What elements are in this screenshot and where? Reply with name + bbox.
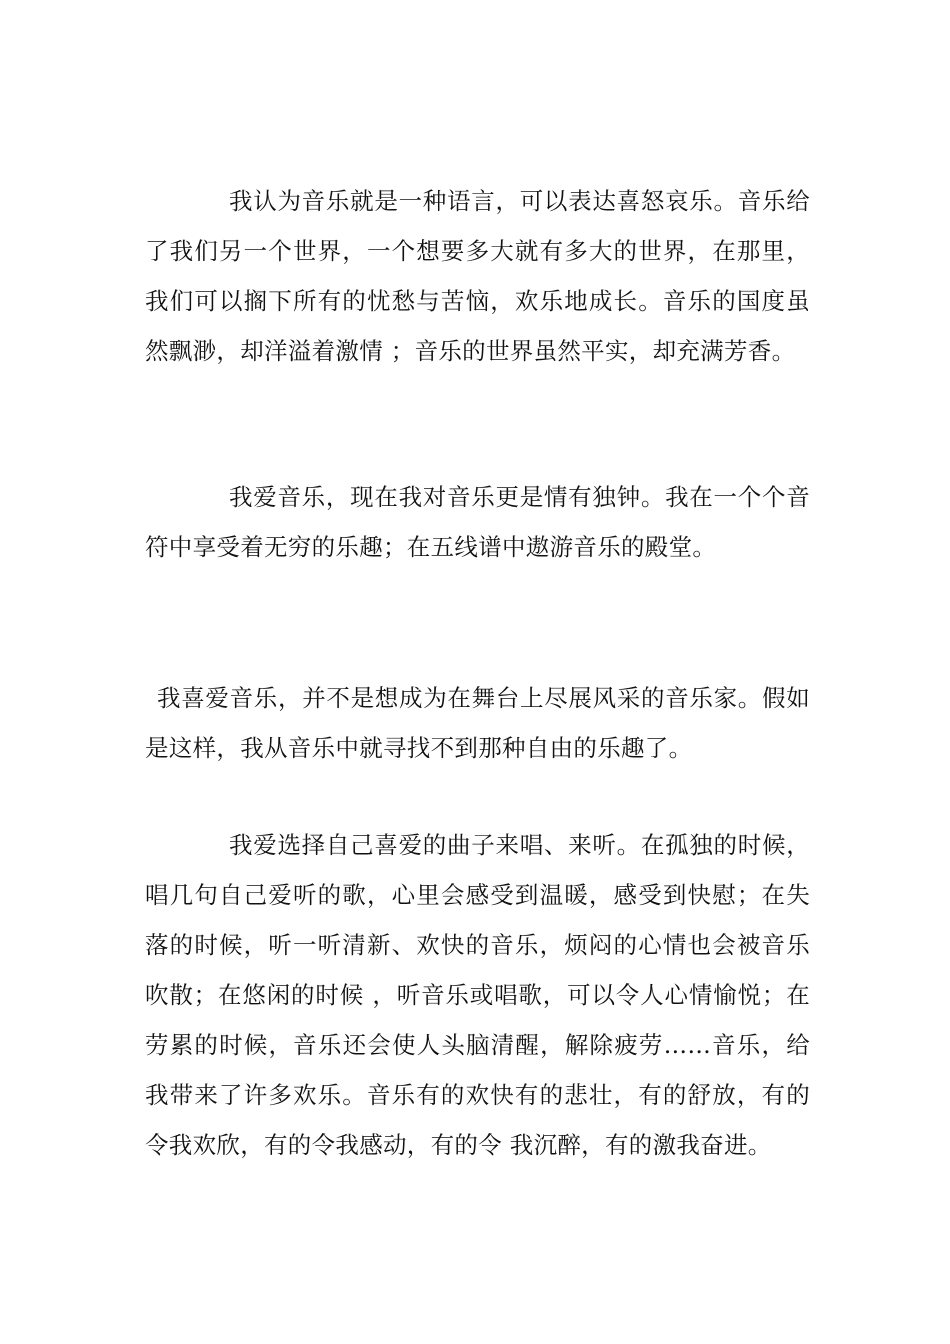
- paragraph-2: 我爱音乐，现在我对音乐更是情有独钟。我在一个个音符中享受着无穷的乐趣；在五线谱中遨游音乐的殿堂。: [145, 483, 810, 561]
- paragraph-4: 我爱选择自己喜爱的曲子来唱、来听。在孤独的时候，唱几句自己爱听的歌，心里会感受到温暖，感受到快慰；在失落的时候，听一听清新、欢快的音乐，烦闷的心情也会被音乐吹散；在悠闲的时候 ，听音乐或唱歌，可以令人心情愉悦；在劳累的时候，音乐还会使人头脑清醒，解除疲劳……音乐，给我带来了许多欢乐。音乐有的欢快有的悲壮，有的舒放，有的令我欢欣，有的令我感动，有的令 我沉醉，有的激我奋进。: [145, 831, 810, 1159]
- paragraph-3: 我喜爱音乐，并不是想成为在舞台上尽展风采的音乐家。假如是这样，我从音乐中就寻找不到那种自由的乐趣了。: [145, 684, 810, 762]
- paragraph-1: 我认为音乐就是一种语言，可以表达喜怒哀乐。音乐给了我们另一个世界，一个想要多大就有多大的世界，在那里，我们可以搁下所有的忧愁与苦恼，欢乐地成长。音乐的国度虽然飘渺，却洋溢着激情 ；音乐的世界虽然平实，却充满芳香。: [145, 187, 810, 365]
